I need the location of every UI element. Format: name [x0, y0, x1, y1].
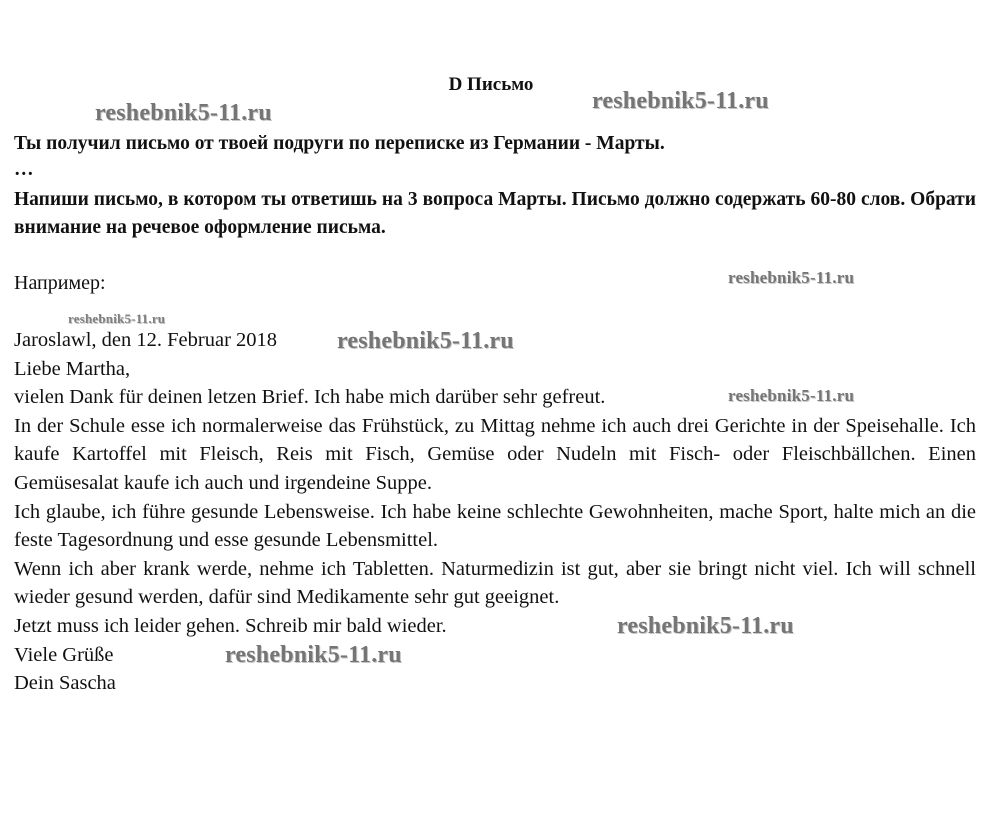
example-label: Например:	[14, 272, 106, 294]
watermark: reshebnik5-11.ru	[225, 642, 402, 668]
letter-farewell: Jetzt muss ich leider gehen. Schreib mir bald wieder.	[14, 614, 447, 637]
letter-paragraph-illness: Wenn ich aber krank werde, nehme ich Tabletten. Naturmedizin ist gut, aber sie bringt nicht viel. Ich will schnell wieder gesund werden, dafür sind Medikamente sehr gut geeignet.	[14, 557, 976, 609]
watermark: reshebnik5-11.ru	[728, 268, 855, 287]
watermark: reshebnik5-11.ru	[617, 613, 794, 639]
letter-closing: Viele Grüße	[14, 643, 114, 666]
letter-paragraph-lifestyle: Ich glaube, ich führe gesunde Lebensweise. Ich habe keine schlechte Gewohnheiten, mache Sport, halte mich an die feste Tagesordnung und esse gesunde Lebensmittel.	[14, 500, 976, 552]
watermark: reshebnik5-11.ru	[95, 100, 272, 126]
watermark: reshebnik5-11.ru	[337, 328, 514, 354]
watermark: reshebnik5-11.ru	[728, 386, 855, 405]
section-heading: D Письмо	[448, 74, 534, 95]
task-instruction: Напиши письмо, в котором ты ответишь на 3 вопроса Марты. Письмо должно содержать 60-80 слов. Обрати внимание на речевое оформление письма.	[14, 189, 976, 238]
task-intro: Ты получил письмо от твоей подруги по переписке из Германии - Марты.	[14, 133, 665, 154]
letter-signature: Dein Sascha	[14, 672, 116, 695]
watermark: reshebnik5-11.ru	[592, 88, 769, 114]
letter-thanks: vielen Dank für deinen letzen Brief. Ich habe mich darüber sehr gefreut.	[14, 386, 606, 409]
watermark: reshebnik5-11.ru	[68, 311, 166, 326]
letter-paragraph-food: In der Schule esse ich normalerweise das Frühstück, zu Mittag nehme ich auch drei Gerichte in der Speisehalle. Ich kaufe Kartoffel mit Fleisch, Reis mit Fisch, Gemüse oder Nudeln mit Fisch- oder Fleischbällchen. Einen Gemüsesalat kaufe ich auch und irgendeine Suppe.	[14, 414, 976, 494]
letter-greeting: Liebe Martha,	[14, 357, 131, 380]
letter-date-line: Jaroslawl, den 12. Februar 2018	[14, 329, 278, 351]
task-ellipsis: …	[14, 159, 34, 180]
letter-body	[14, 326, 976, 698]
